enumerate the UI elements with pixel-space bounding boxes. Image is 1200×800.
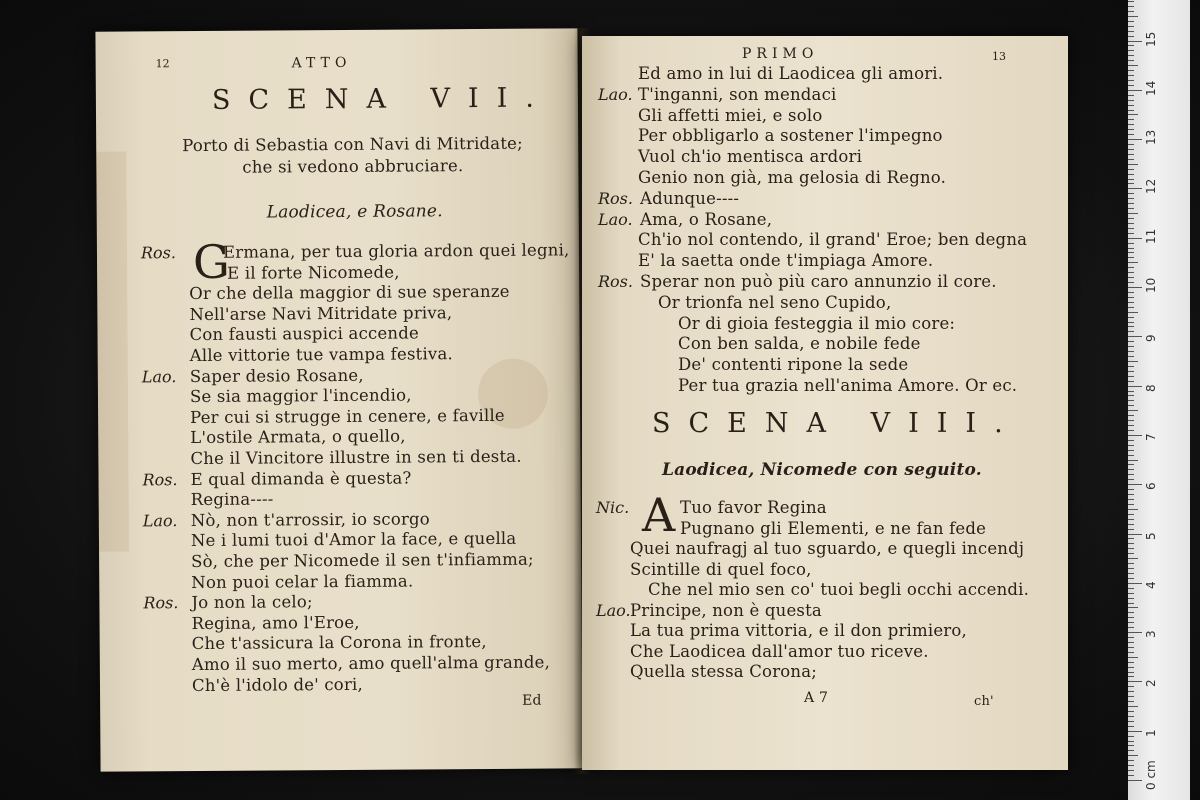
speaker-label: Nic. [596,498,630,517]
verse-line: Ermana, per tua gloria ardon quei legni, [222,240,570,262]
running-head: PRIMO [742,46,819,62]
ruler-number: 5 [1144,531,1158,540]
speaker-label: Lao. [598,84,633,104]
verse-line: Nò, non t'arrossir, io scorgo [190,509,430,530]
ruler-number: 2 [1144,679,1158,688]
ruler-number: 11 [1144,228,1158,244]
verse-line: Genio non già, ma gelosia di Regno. [638,168,947,187]
verse-line: Or trionfa nel seno Cupido, [658,292,892,312]
verse-line: E qual dimanda è questa? [190,468,412,489]
verse-line: De' contenti ripone la sede [678,355,909,375]
characters-heading: Laodicea, e Rosane. [266,201,443,223]
speaker-label: Lao. [142,510,178,531]
verse-line: Ama, o Rosane, [640,209,773,229]
verse-line: E il forte Nicomede, [227,262,400,283]
verse-line: Ne i lumi tuoi d'Amor la face, e quella [190,529,517,551]
verse-line: T'inganni, son mendaci [638,84,837,104]
ruler-number: 6 [1144,482,1158,491]
ruler-number: 14 [1144,80,1158,96]
verse-line: Per tua grazia nell'anima Amore. Or ec. [678,376,1018,395]
verse-line: Per cui si strugge in cenere, e faville [190,405,505,427]
ruler-number: 4 [1144,581,1158,589]
verse-line: Principe, non è questa [630,600,822,620]
ruler-number: 8 [1144,383,1158,392]
verse-line: Per obbligarlo a sostener l'impegno [638,126,943,146]
ruler-number: 10 [1144,277,1158,293]
verse-line: Ed amo in lui di Laodicea gli amori. [638,64,944,83]
verse-line: Gli affetti miei, e solo [638,105,823,125]
speaker-label: Ros. [598,272,633,291]
verse-line: Nell'arse Navi Mitridate priva, [189,303,453,324]
verse-line: Che Laodicea dall'amor tuo riceve. [630,641,929,661]
speaker-label: Ros. [598,188,633,208]
verse-line: Se sia maggior l'incendio, [189,385,412,407]
signature-mark: A 7 [804,690,829,706]
verse-line: E' la saetta onde t'impiaga Amore. [638,251,934,271]
ruler-unit: 0 cm [1144,760,1158,790]
drop-cap: G [192,234,230,290]
ruler-number: 7 [1144,433,1158,441]
verse-line: L'ostile Armata, o quello, [190,426,406,448]
verse-line: Scintille di quel foco, [630,559,812,579]
verse-line: Non puoi celar la fiamma. [191,571,414,592]
characters-heading: Laodicea, Nicomede con seguito. [662,460,982,480]
verse-line: La tua prima vittoria, e il don primiero, [630,621,967,640]
verse-line: Quella stessa Corona; [630,662,818,681]
page-number: 12 [155,57,170,71]
verse-line: Che t'assicura la Corona in fronte, [191,632,487,654]
verse-line: Adunque---- [640,188,740,208]
left-page [95,28,582,771]
scene-title: SCENA VII. [211,82,552,116]
verse-line: Amo il suo merto, amo quell'alma grande, [191,652,551,675]
scene-title: SCENA VIII. [652,408,1021,439]
ruler-number: 13 [1144,129,1158,146]
running-head: ATTO [291,54,352,72]
ruler-number: 3 [1144,630,1158,639]
verse-line: Regina, amo l'Eroe, [191,612,360,633]
speaker-label: Ros. [140,243,177,263]
verse-line: Che il Vincitore illustre in sen ti desta. [190,446,522,469]
verse-line: Con fausti auspici accende [189,323,420,345]
right-page [582,36,1068,770]
measuring-ruler [1128,0,1190,800]
ruler-number: 1 [1144,729,1158,737]
verse-line: Sperar non può più caro annunzio il core. [640,272,997,291]
scene-setting-line: che si vedono abbruciare. [242,156,464,177]
speaker-label: Ros. [143,593,179,613]
verse-line: Ch'io nol contendo, il grand' Eroe; ben degna [638,230,1028,250]
scene-setting-line: Porto di Sebastia con Navi di Mitridate; [182,133,523,156]
speaker-label: Lao. [598,209,633,229]
verse-line: Che nel mio sen co' tuoi begli occhi accendi. [648,580,1030,599]
drop-cap: A [642,488,676,542]
verse-line: Quei naufragj al tuo sguardo, e quegli incendj [630,539,1025,558]
speaker-label: Lao. [596,600,631,620]
speaker-label: Ros. [142,469,178,489]
ruler-number: 15 [1144,31,1158,47]
verse-line: Tuo favor Regina [680,498,827,517]
page-number: 13 [992,50,1006,63]
verse-line: Regina---- [190,489,274,510]
catchword: ch' [974,694,994,709]
ruler-number: 12 [1144,179,1158,195]
verse-line: Sò, che per Nicomede il sen t'infiamma; [191,549,534,572]
verse-line: Con ben salda, e nobile fede [678,334,921,354]
verse-line: Or che della maggior di sue speranze [189,281,510,304]
verse-line: Pugnano gli Elementi, e ne fan fede [680,518,987,538]
catchword: Ed [522,692,542,709]
verse-line: Or di gioia festeggia il mio core: [678,313,956,333]
verse-line: Ch'è l'idolo de' cori, [191,674,363,695]
verse-line: Alle vittorie tue vampa festiva. [189,344,453,366]
ruler-number: 9 [1144,334,1158,343]
verse-line: Saper desio Rosane, [189,365,364,386]
verse-line: Vuol ch'io mentisca ardori [638,147,863,167]
verse-line: Jo non la celo; [191,592,313,613]
speaker-label: Lao. [141,366,177,386]
